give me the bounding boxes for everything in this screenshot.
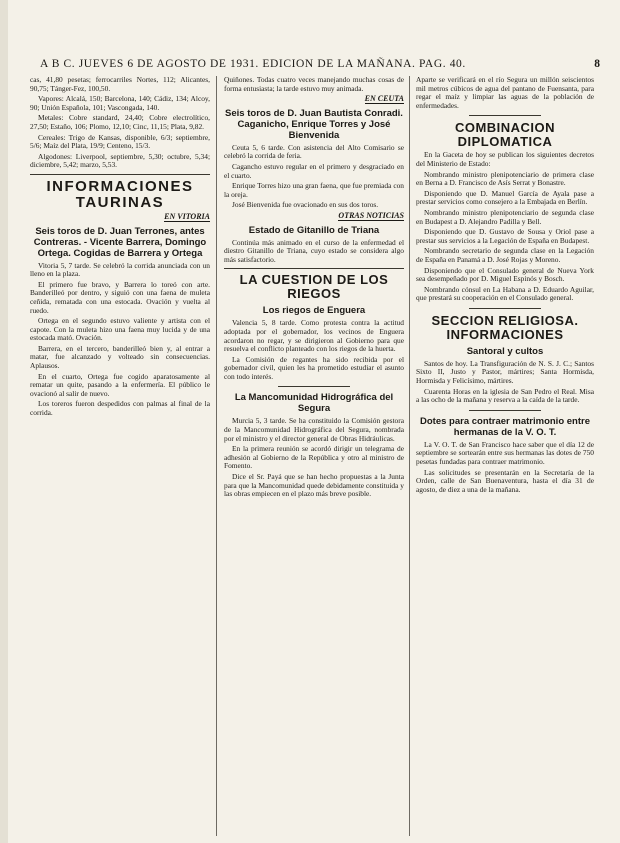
article-paragraph: Nombrando ministro plenipotenciario de segunda clase en Budapest a D. Alejandro Padilla y Bell. (416, 207, 594, 226)
short-divider (469, 410, 540, 411)
article-paragraph: Barrera, en el tercero, banderilleó bien y, al entrar a matar, fue alcanzado y volteado sin consecuencias. Aplausos. (30, 343, 210, 371)
market-paragraph: Metales: Cobre standard, 24,40; Cobre electrolítico, 27,50; Estaño, 106; Plomo, 12,10; Cinc, 11,15; Plata, 9,82. (30, 113, 210, 131)
section-title-religiosa: SECCION RELIGIOSA. INFORMACIONES (431, 312, 579, 342)
short-divider (278, 386, 350, 387)
article-paragraph: Santos de hoy. La Transfiguración de N. S. J. C.; Santos Sixto II, Justo y Pastor, mártires; Santa Hormisda, Hormisda y Felicísimo, mártires. (416, 358, 594, 386)
article-paragraph: Nombrando cónsul en La Habana a D. Eduardo Aguilar, que prestará su cooperación en el Consulado general. (416, 284, 594, 303)
article-paragraph: Murcia 5, 3 tarde. Se ha constituido la Comisión gestora de la Mancomunidad Hidrográfica del Segura, nombrada por el ministro y el director general de Obras Hidráulicas. (224, 416, 404, 443)
running-header (40, 55, 600, 73)
article-paragraph: Cuarenta Horas en la iglesia de San Pedro el Real. Misa a las ocho de la mañana y reserva a la caída de la tarde. (416, 386, 594, 405)
article-headline: La Mancomunidad Hidrográfica del Segura (234, 392, 394, 415)
article-paragraph: Disponiendo que D. Gustavo de Sousa y Oriol pase a prestar sus servicios a la Legación de España en Budapest. (416, 227, 594, 245)
section-divider (224, 268, 404, 269)
article-paragraph: La V. O. T. de San Francisco hace saber que el día 12 de septiembre se sortearán entre sus hermanas las dotes de 750 pesetas fundadas para contraer matrimonio. (416, 439, 594, 467)
page-binding-edge (0, 0, 8, 843)
article-headline: Estado de Gitanillo de Triana (248, 224, 380, 236)
article-paragraph: Cagancho estuvo regular en el primero y desgraciado en el cuarto. (224, 161, 404, 180)
article-paragraph: El primero fue bravo, y Barrera lo toreó con arte. Banderilleó por dentro, y siguió con una faena de muleta ceñida, rematada con una estocada. Ovación y vuelta al ruedo. (30, 279, 210, 315)
article-paragraph: Los toreros fueron despedidos con palmas al final de la corrida. (30, 399, 210, 418)
dateline-place: EN VITORIA (164, 211, 210, 221)
article-paragraph: Nombrando ministro plenipotenciario de primera clase en Berna a D. Francisco de Asís Serrat y Bonastre. (416, 169, 594, 188)
article-paragraph: En el cuarto, Ortega fue cogido aparatosamente al rematar un quite, pasando a la enfermería. El público le ovacionó al salir de nuevo. (30, 371, 210, 398)
section-title-riegos: LA CUESTION DE LOS RIEGOS (239, 272, 389, 302)
market-paragraph: cas, 41,80 pesetas; ferrocarriles Nortes, 112; Alicantes, 90,75; Tánger-Fez, 100,50. (30, 76, 210, 93)
article-headline: Santoral y cultos (466, 345, 544, 357)
article-paragraph: Disponiendo que D. Manuel García de Ayala pase a prestar servicios como consejero a la Embajada en Berlín. (416, 188, 594, 207)
section-divider (30, 174, 210, 175)
article-paragraph: Enrique Torres hizo una gran faena, que fue premiada con la oreja. (224, 181, 404, 199)
article-headline: Dotes para contraer matrimonio entre hermanas de la V. O. T. (420, 415, 590, 438)
section-title-diplomatica: COMBINACION DIPLOMATICA (454, 120, 556, 150)
short-divider (469, 115, 540, 116)
market-paragraph: Vapores: Alcalá, 150; Barcelona, 140; Cádiz, 134; Alcoy, 90; Unión Española, 101; Vascongada, 140. (30, 94, 210, 112)
article-paragraph: José Bienvenida fue ovacionado en sus dos toros. (232, 200, 379, 210)
article-paragraph: Las solicitudes se presentarán en la Secretaría de la Orden, calle de San Buenaventura, hasta el día 31 de agosto, de diez a una de la mañana. (416, 467, 594, 494)
article-paragraph: Ceuta 5, 6 tarde. Con asistencia del Alto Comisario se celebró la corrida de feria. (224, 142, 404, 161)
article-paragraph: Vitoria 5, 7 tarde. Se celebró la corrida anunciada con un lleno en la plaza. (30, 260, 210, 279)
column-2 (224, 76, 404, 836)
market-paragraph: Algodones: Liverpool, septiembre, 5,30; octubre, 5,34; diciembre, 5,42; marzo, 5,53. (30, 151, 210, 170)
column-rule-2 (409, 76, 410, 836)
page-mark: 8 (594, 58, 600, 70)
article-paragraph: Ortega en el segundo estuvo valiente y artista con el capote. Con la muleta hizo una faena muy lucida y de una estocada mató. Ovación. (30, 316, 210, 343)
article-paragraph: En la Gaceta de hoy se publican los siguientes decretos del Ministerio de Estado: (416, 150, 594, 168)
section-title-taurinas: INFORMACIONES TAURINAS (46, 177, 194, 211)
market-paragraph: Cereales: Trigo de Kansas, disponible, 6/3; septiembre, 5/6; Maíz del Plata, 19/9; Centeno, 15/3. (30, 132, 210, 151)
article-paragraph: Dice el Sr. Payá que se han hecho propuestas a la Junta para que la Mancomunidad quede debidamente constituida y las obras empiecen en el plazo más breve posible. (224, 472, 404, 499)
short-divider (469, 308, 540, 309)
article-paragraph: Nombrando secretario de segunda clase en la Legación de España en Panamá a D. José Rojas y Moreno. (416, 246, 594, 264)
article-headline: Los riegos de Enguera (262, 305, 366, 317)
column-1 (30, 76, 210, 836)
running-title: A B C. JUEVES 6 DE AGOSTO DE 1931. EDICION DE LA MAÑANA. PAG. 40. (40, 58, 466, 70)
dateline-place: EN CEUTA (364, 94, 404, 104)
otras-noticias-label: OTRAS NOTICIAS (338, 210, 404, 220)
article-headline: Seis toros de D. Juan Bautista Conradi. Caganicho, Enrique Torres y José Bienvenida (225, 107, 403, 141)
article-paragraph: En la primera reunión se acordó dirigir un telegrama de adhesión al Gobierno de la República y otro al ministro de Fomento. (224, 444, 404, 471)
column-3 (416, 76, 594, 836)
column-rule-1 (216, 76, 217, 836)
article-paragraph: Continúa más animado en el curso de la enfermedad el diestro Gitanillo de Triana, cuyo estado se considera algo más satisfactorio. (224, 237, 404, 264)
article-paragraph: La Comisión de regantes ha sido recibida por el gobernador civil, quien les ha prometido estudiar el asunto con todo interés. (224, 354, 404, 381)
article-headline: Seis toros de D. Juan Terrones, antes Contreras. - Vicente Barrera, Domingo Ortega. Cogidas de Barrera y Ortega (33, 225, 207, 259)
article-paragraph: Aparte se verificará en el río Segura un millón seiscientos mil metros cúbicos de agua del pantano de Fuensanta, para regar el maíz y limpiar las aguas de la población de enfermedades. (416, 76, 594, 110)
article-paragraph: Quiñones. Todas cuatro veces manejando muchas cosas de forma entusiasta; la tarde estuvo muy animada. (224, 76, 404, 93)
article-paragraph: Disponiendo que el Consulado general de Nueva York sea desempeñado por D. Miguel Espinós y Bosch. (416, 265, 594, 284)
article-paragraph: Valencia 5, 8 tarde. Como protesta contra la actitud adoptada por el gobernador, los vecinos de Enguera acordaron no regar, y se dirigieron al Gobierno para que resuelva el conflicto planteado con los riegos de la huerta. (224, 318, 404, 354)
